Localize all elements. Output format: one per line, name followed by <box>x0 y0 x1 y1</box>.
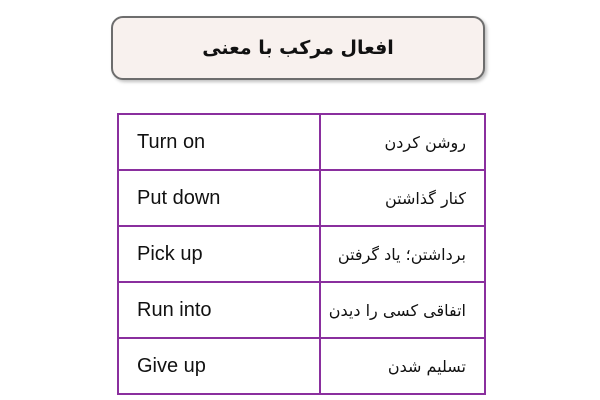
persian-meaning-cell: اتفاقی کسی را دیدن <box>320 282 485 338</box>
english-verb-cell: Give up <box>118 338 320 394</box>
page-title: افعال مرکب با معنی <box>202 37 394 59</box>
english-verb-cell: Turn on <box>118 114 320 170</box>
title-box <box>111 16 485 80</box>
english-verb-cell: Put down <box>118 170 320 226</box>
english-verb-cell: Run into <box>118 282 320 338</box>
persian-meaning-cell: کنار گذاشتن <box>320 170 485 226</box>
persian-meaning-cell: روشن کردن <box>320 114 485 170</box>
table-row <box>118 226 485 282</box>
table-row <box>118 114 485 170</box>
table-row <box>118 170 485 226</box>
english-verb-cell: Pick up <box>118 226 320 282</box>
persian-meaning-cell: تسلیم شدن <box>320 338 485 394</box>
table-row <box>118 282 485 338</box>
phrasal-verbs-table <box>117 113 486 395</box>
table-row <box>118 338 485 394</box>
persian-meaning-cell: برداشتن؛ یاد گرفتن <box>320 226 485 282</box>
